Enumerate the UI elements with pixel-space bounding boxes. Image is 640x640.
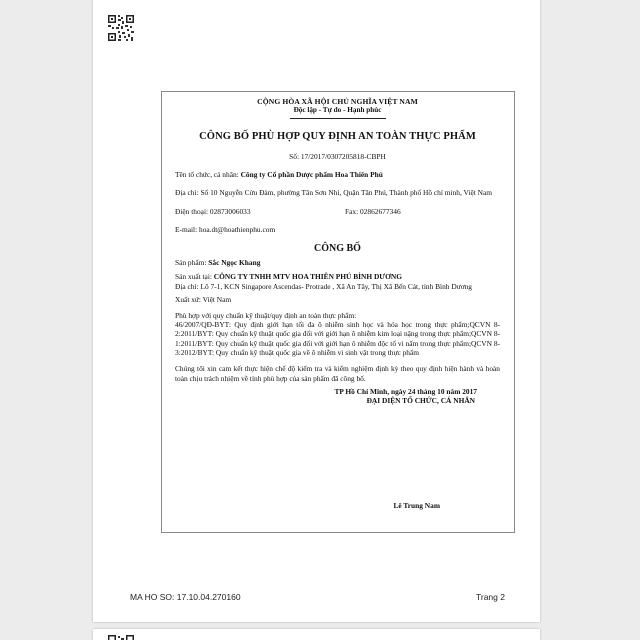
document-page [93,0,540,622]
phone: Điện thoại: 02873006033 [175,206,251,216]
nation-heading: CỘNG HÒA XÃ HỘI CHỦ NGHĨA VIỆT NAM [257,97,418,106]
signature-block [175,387,500,406]
manufacturer-name: CÔNG TY TNHH MTV HOA THIÊN PHÚ BÌNH DƯƠNG [213,271,403,281]
announce-heading: CÔNG BỐ [314,243,361,255]
commitment-statement: Chúng tôi xin cam kết thực hiện chế độ kiểm tra và kiểm nghiệm định kỳ theo quy định hiện hành và hoàn toàn chịu trách nhiệm về tính phù hợp của sản phẩm đã công bố. [175,364,500,383]
product-name: Sắc Ngọc Khang [208,257,261,267]
organization-name: Công ty Cổ phần Dược phẩm Hoa Thiên Phú [240,170,383,180]
email: E-mail: hoa.dt@hoathienphu.com [175,225,276,235]
qr-code-icon [107,634,135,640]
page-number: Trang 2 [476,592,505,602]
manufacturer-label: Sản xuất tại: [175,271,214,281]
compliance-standards: 46/2007/QĐ-BYT: Quy định giới hạn tối đa ô nhiễm sinh học và hóa học trong thực phẩm;QCVN 8-2:2011/BYT: Quy chuẩn kỹ thuật quốc gia đối với giới hạn ô nhiễm kim loại nặng trong thực phẩm;QCVN 8-1:2011/BYT: Quy chuẩn kỹ thuật quốc gia đối với giới hạn ô nhiễm độc tố vi nấm trong thực phẩm;QCVN 8-3:2012/BYT: Quy chuẩn kỹ thuật quốc gia về ô nhiễm vi sinh vật trong thực phẩm [175,320,500,358]
fax: Fax: 02862677346 [345,206,401,216]
file-number: MA HO SO: 17.10.04.270160 [130,592,241,602]
organization-address: Địa chỉ: Số 10 Nguyễn Cửu Đàm, phường Tân Sơn Nhì, Quận Tân Phú, Thành phố Hồ chí minh, Việt Nam [175,188,493,198]
organization-name-label: Tên tổ chức, cá nhân: [175,170,241,180]
product-line [175,258,500,267]
document-title: CÔNG BỐ PHÙ HỢP QUY ĐỊNH AN TOÀN THỰC PHẨM [199,130,476,142]
manufacturer-line [175,272,500,281]
product-label: Sản phẩm: [175,257,209,267]
contact-line [175,207,500,216]
place-date: TP Hồ Chí Minh, ngày 24 tháng 10 năm 2017 [334,386,477,396]
signer-name: Lê Trung Nam [393,501,440,510]
qr-code-icon [107,14,135,42]
motto-underline [290,118,386,119]
organization-name-line [175,170,500,179]
next-page [93,629,540,640]
origin: Xuất xứ: Việt Nam [175,294,232,304]
motto: Độc lập - Tự do - Hạnh phúc [293,106,382,115]
representative-title: ĐẠI DIỆN TỔ CHỨC, CÁ NHÂN [366,396,475,406]
compliance-intro: Phù hợp với quy chuẩn kỹ thuật/quy định an toàn thực phẩm: [175,310,357,320]
manufacturer-address: Địa chỉ: Lô 7-1, KCN Singapore Ascendas- Protrade , Xã An Tây, Thị Xã Bến Cát, tỉnh Bình Dương [175,282,472,292]
document-body [175,97,500,510]
document-number: Số: 17/2017/0307205818-CBPH [289,151,386,161]
